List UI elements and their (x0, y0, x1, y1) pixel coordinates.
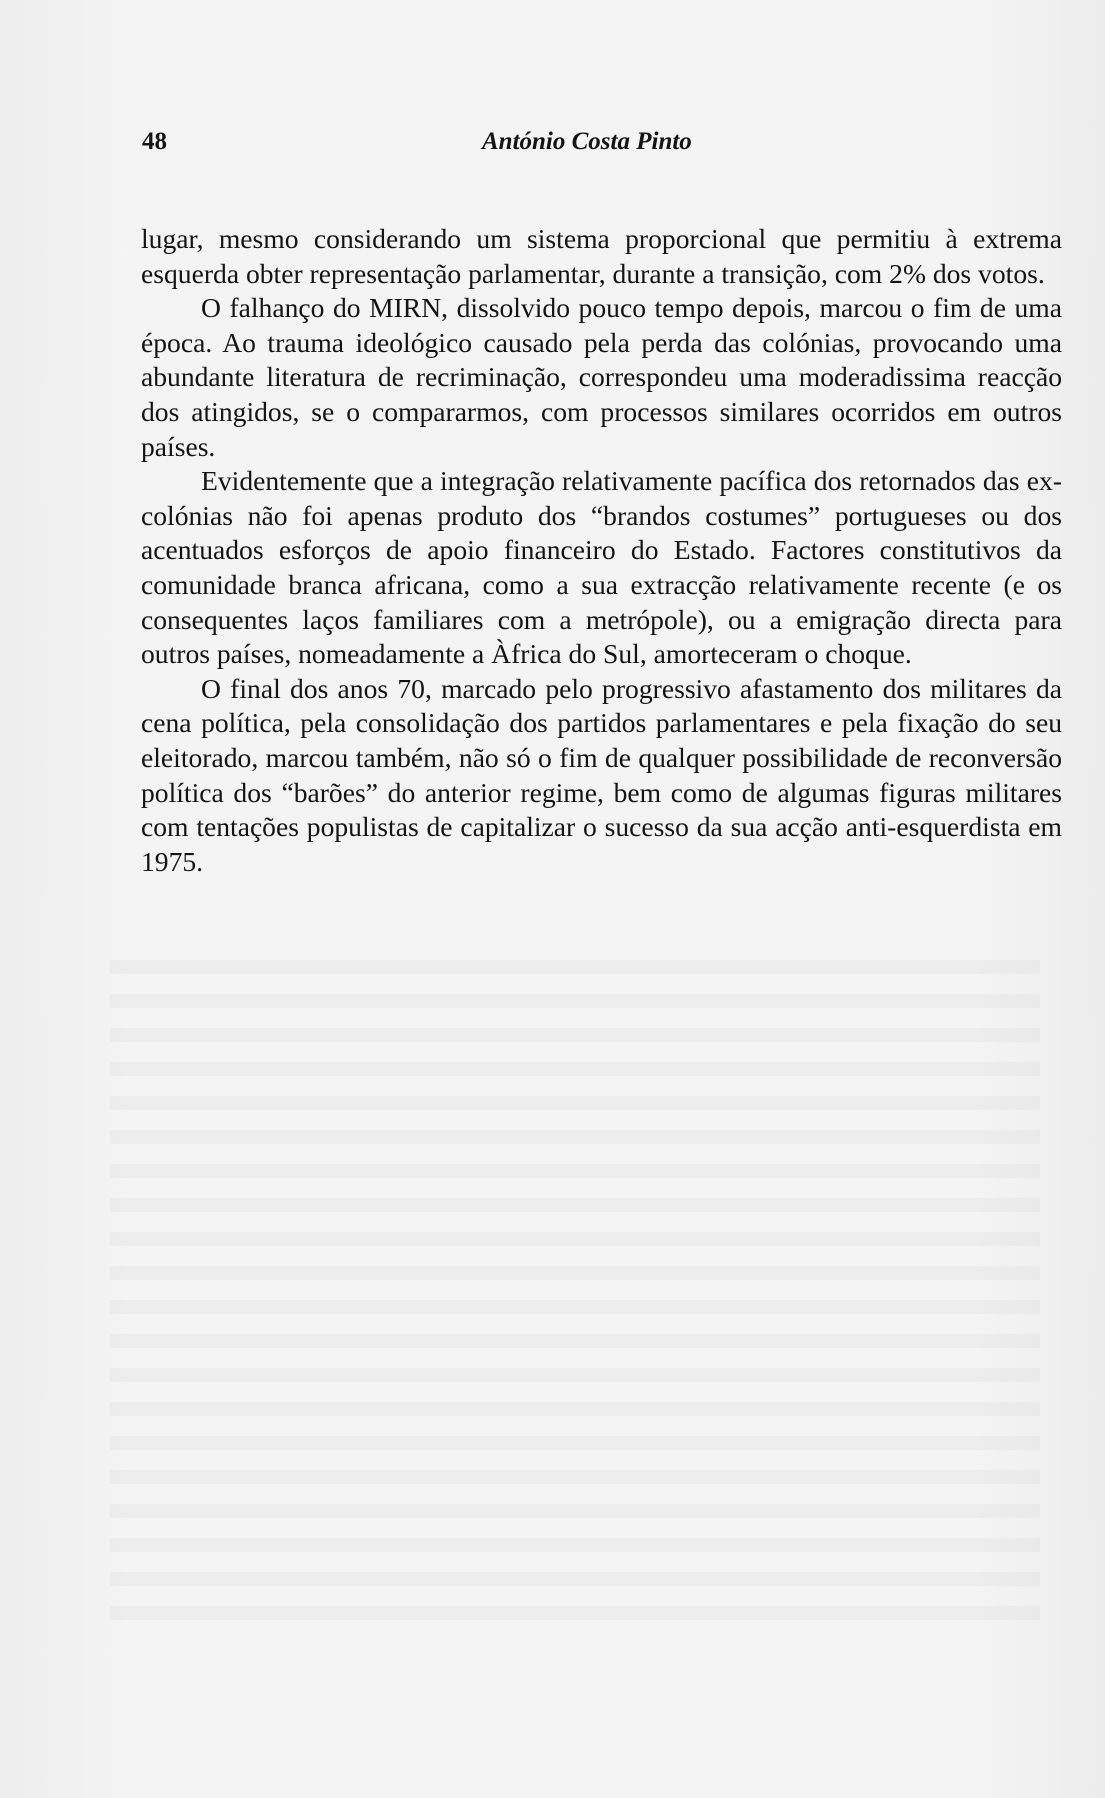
running-head-author: António Costa Pinto (482, 128, 692, 155)
show-through-texture (110, 960, 1040, 1640)
page-number: 48 (142, 128, 167, 155)
paragraph: lugar, mesmo considerando um sistema proporcional que permitiu à extrema esquerda obter representação parlamentar, durante a transição, com 2% dos votos. (141, 223, 1062, 289)
body-text (141, 222, 1062, 879)
page-header (142, 128, 1062, 164)
paragraph: Evidentemente que a integração relativamente pacífica dos retornados das ex-colónias não foi apenas produto dos “brandos costumes” portugueses ou dos acentuados esforços de apoio financeiro do Estado. Factores constitutivos da comunidade branca africana, como a sua extracção relativamente recente (e os consequentes laços familiares com a metrópole), ou a emigração directa para outros países, nomeadamente a Àfrica do Sul, amorteceram o choque. (141, 465, 1062, 670)
paragraph: O falhanço do MIRN, dissolvido pouco tempo depois, marcou o fim de uma época. Ao trauma ideológico causado pela perda das colónias, provocando uma abundante literatura de recriminação, correspondeu uma moderadissima reacção dos atingidos, se o compararmos, com processos similares ocorridos em outros países. (141, 292, 1062, 462)
paragraph: O final dos anos 70, marcado pelo progressivo afastamento dos militares da cena política, pela consolidação dos partidos parlamentares e pela fixação do seu eleitorado, marcou também, não só o fim de qualquer possibilidade de reconversão política dos “barões” do anterior regime, bem como de algumas figuras militares com tentações populistas de capitalizar o sucesso da sua acção anti-esquerdista em 1975. (141, 672, 1062, 877)
